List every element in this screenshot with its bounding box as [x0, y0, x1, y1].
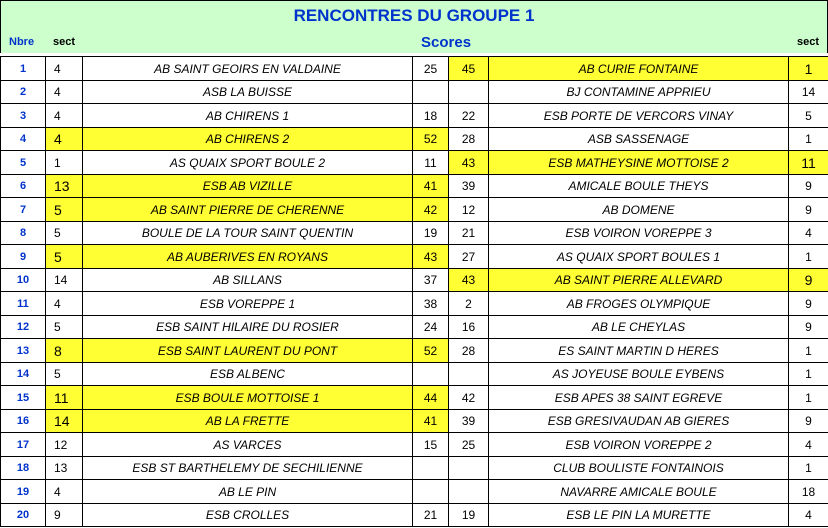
away-score: 45 — [449, 57, 489, 81]
home-team: BOULE DE LA TOUR SAINT QUENTIN — [83, 222, 413, 245]
home-score: 18 — [413, 104, 449, 128]
home-sect: 11 — [46, 386, 83, 410]
header-sect-right: sect — [797, 36, 820, 48]
match-number: 1 — [1, 57, 46, 81]
table-row — [1, 128, 828, 151]
away-sect: 5 — [789, 104, 828, 128]
away-sect: 4 — [789, 504, 828, 527]
away-sect: 1 — [789, 363, 828, 386]
home-team: AS QUAIX SPORT BOULE 2 — [83, 151, 413, 175]
home-team: ESB CROLLES — [83, 504, 413, 527]
away-sect: 9 — [789, 292, 828, 316]
away-team: AS JOYEUSE BOULE EYBENS — [489, 363, 789, 386]
home-sect: 13 — [46, 175, 83, 198]
home-score — [413, 480, 449, 504]
match-number: 6 — [1, 175, 46, 198]
header-sect-left: sect — [53, 36, 76, 48]
away-team: ES SAINT MARTIN D HERES — [489, 339, 789, 363]
home-score: 25 — [413, 57, 449, 81]
match-number: 2 — [1, 81, 46, 104]
away-sect: 4 — [789, 433, 828, 457]
table-row — [1, 104, 828, 128]
table-row — [1, 175, 828, 198]
away-sect: 1 — [789, 457, 828, 480]
away-score — [449, 480, 489, 504]
home-sect: 13 — [46, 457, 83, 480]
match-number: 4 — [1, 128, 46, 151]
home-score: 37 — [413, 269, 449, 292]
match-number: 11 — [1, 292, 46, 316]
table-row — [1, 316, 828, 339]
away-sect: 9 — [789, 175, 828, 198]
home-score — [413, 81, 449, 104]
away-team: CLUB BOULISTE FONTAINOIS — [489, 457, 789, 480]
match-number: 7 — [1, 198, 46, 222]
home-team: ESB AB VIZILLE — [83, 175, 413, 198]
home-score: 41 — [413, 175, 449, 198]
header-nbre: Nbre — [9, 36, 35, 48]
match-number: 3 — [1, 104, 46, 128]
home-score: 24 — [413, 316, 449, 339]
home-sect: 9 — [46, 504, 83, 527]
away-score: 22 — [449, 104, 489, 128]
table-row — [1, 433, 828, 457]
away-team: ESB VOIRON VOREPPE 2 — [489, 433, 789, 457]
home-score: 11 — [413, 151, 449, 175]
table-row — [1, 198, 828, 222]
match-number: 17 — [1, 433, 46, 457]
home-sect: 5 — [46, 245, 83, 269]
home-team: AB CHIRENS 2 — [83, 128, 413, 151]
away-sect: 9 — [789, 269, 828, 292]
home-team: ESB ALBENC — [83, 363, 413, 386]
match-number: 5 — [1, 151, 46, 175]
home-score: 38 — [413, 292, 449, 316]
home-team: AB AUBERIVES EN ROYANS — [83, 245, 413, 269]
away-score: 39 — [449, 175, 489, 198]
match-number: 15 — [1, 386, 46, 410]
home-sect: 4 — [46, 57, 83, 81]
home-sect: 5 — [46, 198, 83, 222]
home-sect: 4 — [46, 81, 83, 104]
match-number: 19 — [1, 480, 46, 504]
home-sect: 1 — [46, 151, 83, 175]
home-team: ESB SAINT LAURENT DU PONT — [83, 339, 413, 363]
home-team: AB CHIRENS 1 — [83, 104, 413, 128]
table-row — [1, 81, 828, 104]
away-score: 39 — [449, 410, 489, 433]
table-row — [1, 57, 828, 81]
home-sect: 4 — [46, 292, 83, 316]
away-sect: 9 — [789, 198, 828, 222]
home-score — [413, 363, 449, 386]
home-score: 44 — [413, 386, 449, 410]
away-team: AS QUAIX SPORT BOULES 1 — [489, 245, 789, 269]
home-team: AB LE PIN — [83, 480, 413, 504]
home-team: AB SAINT GEOIRS EN VALDAINE — [83, 57, 413, 81]
table-row — [1, 363, 828, 386]
home-team: ESB BOULE MOTTOISE 1 — [83, 386, 413, 410]
away-score: 28 — [449, 339, 489, 363]
away-sect: 1 — [789, 386, 828, 410]
away-sect: 9 — [789, 316, 828, 339]
home-sect: 5 — [46, 363, 83, 386]
home-score: 52 — [413, 339, 449, 363]
table-row — [1, 292, 828, 316]
home-sect: 14 — [46, 269, 83, 292]
match-number: 18 — [1, 457, 46, 480]
home-score: 42 — [413, 198, 449, 222]
home-team: ESB ST BARTHELEMY DE SECHILIENNE — [83, 457, 413, 480]
table-row — [1, 410, 828, 433]
home-score: 41 — [413, 410, 449, 433]
away-score — [449, 81, 489, 104]
away-score: 28 — [449, 128, 489, 151]
away-sect: 11 — [789, 151, 828, 175]
away-sect: 1 — [789, 57, 828, 81]
away-team: AB FROGES OLYMPIQUE — [489, 292, 789, 316]
home-score: 43 — [413, 245, 449, 269]
away-team: ESB PORTE DE VERCORS VINAY — [489, 104, 789, 128]
home-sect: 8 — [46, 339, 83, 363]
away-team: AB LE CHEYLAS — [489, 316, 789, 339]
away-score: 42 — [449, 386, 489, 410]
table-row — [1, 222, 828, 245]
away-team: ESB MATHEYSINE MOTTOISE 2 — [489, 151, 789, 175]
table-row — [1, 339, 828, 363]
away-team: ASB SASSENAGE — [489, 128, 789, 151]
home-score: 21 — [413, 504, 449, 527]
table-row — [1, 504, 828, 527]
away-score: 12 — [449, 198, 489, 222]
away-sect: 1 — [789, 128, 828, 151]
away-score: 2 — [449, 292, 489, 316]
away-sect: 4 — [789, 222, 828, 245]
home-score: 19 — [413, 222, 449, 245]
away-score — [449, 457, 489, 480]
away-sect: 18 — [789, 480, 828, 504]
away-score: 21 — [449, 222, 489, 245]
home-team: AB SAINT PIERRE DE CHERENNE — [83, 198, 413, 222]
table-row — [1, 151, 828, 175]
away-score: 27 — [449, 245, 489, 269]
away-sect: 1 — [789, 339, 828, 363]
home-team: ESB SAINT HILAIRE DU ROSIER — [83, 316, 413, 339]
home-score: 52 — [413, 128, 449, 151]
away-team: ESB VOIRON VOREPPE 3 — [489, 222, 789, 245]
match-number: 12 — [1, 316, 46, 339]
away-team: NAVARRE AMICALE BOULE — [489, 480, 789, 504]
away-score — [449, 363, 489, 386]
match-number: 10 — [1, 269, 46, 292]
home-team: ASB LA BUISSE — [83, 81, 413, 104]
header-scores: Scores — [421, 34, 472, 51]
table-row — [1, 457, 828, 480]
away-team: ESB APES 38 SAINT EGREVE — [489, 386, 789, 410]
home-score — [413, 457, 449, 480]
home-team: AS VARCES — [83, 433, 413, 457]
match-number: 9 — [1, 245, 46, 269]
away-team: AB DOMENE — [489, 198, 789, 222]
match-number: 8 — [1, 222, 46, 245]
away-team: AB SAINT PIERRE ALLEVARD — [489, 269, 789, 292]
column-header-bar — [0, 30, 828, 53]
table-row — [1, 245, 828, 269]
home-sect: 12 — [46, 433, 83, 457]
home-sect: 14 — [46, 410, 83, 433]
home-team: AB SILLANS — [83, 269, 413, 292]
away-score: 25 — [449, 433, 489, 457]
home-team: ESB VOREPPE 1 — [83, 292, 413, 316]
away-score: 43 — [449, 269, 489, 292]
home-sect: 5 — [46, 222, 83, 245]
matches-table — [0, 56, 828, 527]
page-title: RENCONTRES DU GROUPE 1 — [293, 5, 535, 25]
table-row — [1, 269, 828, 292]
home-score: 15 — [413, 433, 449, 457]
home-team: AB LA FRETTE — [83, 410, 413, 433]
away-team: ESB LE PIN LA MURETTE — [489, 504, 789, 527]
away-score: 43 — [449, 151, 489, 175]
home-sect: 4 — [46, 104, 83, 128]
home-sect: 4 — [46, 480, 83, 504]
away-sect: 1 — [789, 245, 828, 269]
title-bar — [0, 0, 828, 31]
home-sect: 4 — [46, 128, 83, 151]
match-number: 14 — [1, 363, 46, 386]
away-score: 19 — [449, 504, 489, 527]
match-number: 20 — [1, 504, 46, 527]
away-team: AMICALE BOULE THEYS — [489, 175, 789, 198]
away-score: 16 — [449, 316, 489, 339]
away-team: AB CURIE FONTAINE — [489, 57, 789, 81]
away-team: BJ CONTAMINE APPRIEU — [489, 81, 789, 104]
away-team: ESB GRESIVAUDAN AB GIERES — [489, 410, 789, 433]
table-row — [1, 480, 828, 504]
away-sect: 14 — [789, 81, 828, 104]
match-number: 16 — [1, 410, 46, 433]
home-sect: 5 — [46, 316, 83, 339]
match-number: 13 — [1, 339, 46, 363]
away-sect: 9 — [789, 410, 828, 433]
table-row — [1, 386, 828, 410]
